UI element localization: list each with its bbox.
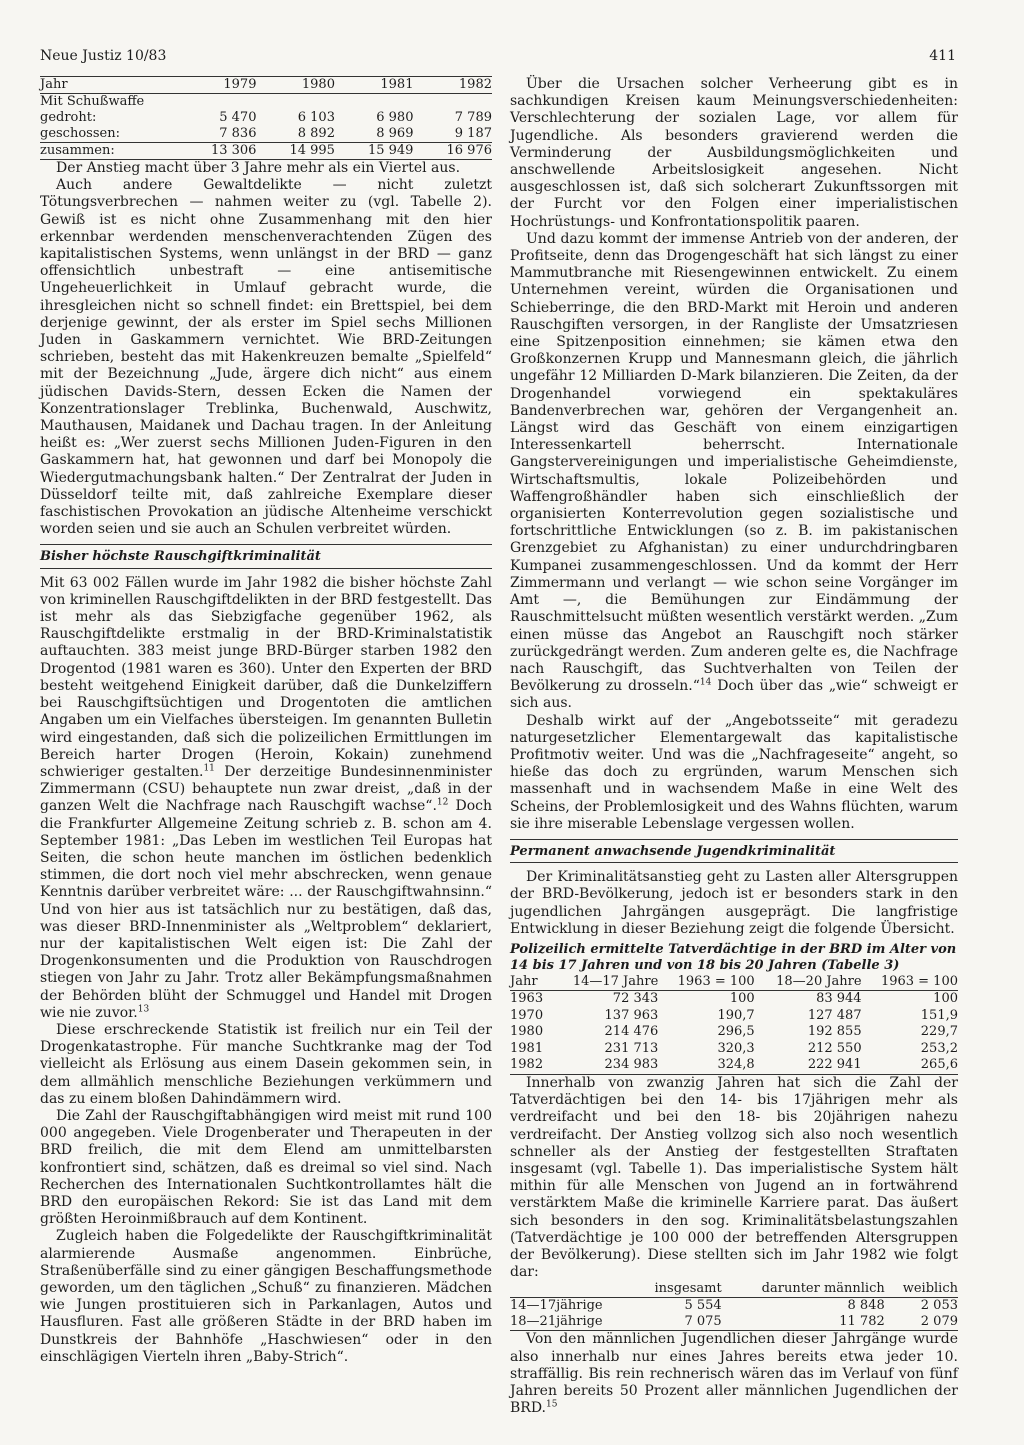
table-row — [510, 991, 958, 1008]
paragraph: Diese erschreckende Statistik ist freilich nur ein Teil der Drogenkatastrophe. Für manche Suchtkranke mag der Tod vielleicht als Erlösung aus einem Dasein gekommen sein, in dem allmählich menschliche Beziehungen verkümmern und das zu einem bloßen Dahindämmern wird. — [40, 1021, 492, 1107]
table-3-header: 18—20 Jahre — [776, 973, 862, 989]
footnote-marker: 11 — [203, 763, 215, 774]
table-total-row — [40, 143, 492, 160]
table-cell: 296,5 — [717, 1024, 755, 1040]
paragraph-text: Doch die Frankfurter Allgemeine Zeitung schrieb z. B. schon am 4. September 1981: „Das Leben im westlichen Teil Europas hat Seiten, die schon heute manchen im östlichen bedenklich stimmen, die dort noch viel mehr abschrecken, wenn genaue Kenntnis darüber verbreitet wäre: ... der Rauschgiftwahnsinn.“ Und von hier aus ist tatsächlich nur zu bestätigen, daß das, was dieser BRD-Innenminister als „Weltproblem“ deklariert, nur der kapitalistischen Welt eigen ist: Die Zahl der Drogenkonsumenten und die Produktion von Rauschdrogen stiegen von Jahr zu Jahr. Trotz aller Bekämpfungsmaßnahmen der Behörden blüht der Schmuggel und Handel mit Drogen wie nie zuvor. — [40, 798, 492, 1021]
table-cell: zusammen: — [40, 143, 115, 158]
table-3-header: 1963 = 100 — [880, 973, 958, 989]
table-cell: 1970 — [510, 1007, 544, 1023]
table-cell: 1981 — [510, 1040, 544, 1056]
table-cell: 8 969 — [376, 126, 414, 141]
table-1-group-label: Mit Schußwaffe — [40, 94, 145, 109]
table-cell: 214 476 — [604, 1024, 659, 1040]
paragraph: Auch andere Gewaltdelikte — nicht zuletzt Tötungsverbrechen — nahmen weiter zu (vgl. Tabelle 2). Gewiß ist es nicht ohne Zusammenhang mit den hier erkennbar werdenden menschenverachtenden Zügen des kapitalistischen Systems, wenn unlängst in der BRD — ganz offensichtlich unbestraft — eine antisemitische Ungeheuerlichkeit in Umlauf gebracht wurde, die ihresgleichen nicht so schnell findet: ein Brettspiel, bei dem derjenige gewinnt, der als erster im Spiel sechs Millionen Juden in Gaskammern vernichtet. Wie BRD-Zeitungen schrieben, besteht das mit Hakenkreuzen bemalte „Spielfeld“ mit der Bezeichnung „Jude, ärgere dich nicht“ aus einem jüdischen Davids-Stern, dessen Ecken die Namen der Konzentrationslager Treblinka, Buchenwald, Auschwitz, Mauthausen, Maidanek und Dachau tragen. In der Anleitung heißt es: „Wer zuerst sechs Millionen Juden-Figuren in den Gaskammern hat, hat gewonnen und darf bei Monopoly die Wiedergutmachungsbank halten.“ Der Zentralrat der Juden in Düsseldorf teilte mit, daß zahlreiche Exemplare dieser faschistischen Provokation an jüdische Altenheime verschickt worden seien und sie auch an Schulen verbreitet würden. — [40, 177, 492, 538]
table-3-header: Jahr — [510, 973, 538, 989]
table-cell: 127 487 — [807, 1007, 862, 1023]
table-cell: 100 — [729, 991, 755, 1007]
table-cell: 11 782 — [839, 1314, 885, 1330]
footnote-marker: 15 — [546, 1399, 558, 1410]
table-row — [40, 110, 492, 126]
table-4-header-row — [510, 1281, 958, 1298]
page-number: 411 — [929, 48, 956, 64]
footnote-marker: 14 — [699, 677, 712, 688]
paragraph-text: Von den männlichen Jugendlichen dieser Jahrgänge wurde also innerhalb nur eines Jahres bereits etwa jeder 10. straffällig. Bis rein rechnerisch wären das im Verlauf von fünf Jahren bereits 50 Prozent aller männlichen Jugendlichen der BRD. — [510, 1331, 958, 1417]
table-3-header-row — [510, 974, 958, 991]
paragraph: Innerhalb von zwanzig Jahren hat sich die Zahl der Tatverdächtigen bei den 14- bis 17jährigen mehr als verdreifacht und bei den 18- bis 20jährigen nahezu verdreifacht. Der Anstieg vollzog sich also noch wesentlich schneller als der Anstieg der festgestellten Straftaten insgesamt (vgl. Tabelle 1). Das imperialistische System hält mithin für alle Menschen von Jugend an in fortwährend verstärktem Maße die kriminelle Karriere parat. Das äußert sich besonders in den sog. Kriminalitätsbelastungszahlen (Tatverdächtige je 100 000 der betreffenden Altersgruppen der Bevölkerung). Diese stellten sich im Jahr 1982 wie folgt dar: — [510, 1074, 958, 1281]
table-cell: 212 550 — [807, 1040, 862, 1056]
table-cell: 222 941 — [807, 1057, 862, 1073]
table-4-header — [510, 1281, 633, 1298]
table-cell: 6 980 — [376, 110, 414, 125]
left-column — [40, 76, 492, 1366]
table-cell: 100 — [933, 991, 958, 1007]
table-cell: 18—21jährige — [510, 1314, 603, 1330]
table-3 — [510, 974, 958, 1075]
paragraph: Zugleich haben die Folgedelikte der Rauschgiftkriminalität alarmierende Ausmaße angenommen. Einbrüche, Straßenüberfälle sind zu einer gängigen Beschaffungsmethode geworden, um den täglichen „Schuß“ zu finanzieren. Mädchen wie Jungen prostituieren sich in Parkanlagen, Autos und Hausfluren. Fast alle größeren Städte in der BRD haben im Dunstkreis der Bahnhöfe „Haschwiesen“ oder in den einschlägigen Vierteln ihren „Baby-Strich“. — [40, 1228, 492, 1365]
table-cell: 9 187 — [454, 126, 492, 141]
paragraph-text: Der derzeitige Bundesinnenminister Zimmermann (CSU) behauptete nun zwar dreist, „daß in der ganzen Welt die Nachfrage nach Rauschgift wachse“. — [40, 763, 492, 815]
paragraph-text: Und dazu kommt der immense Antrieb von der anderen, der Profitseite, denn das Drogengeschäft hat sich längst zu einer Mammutbranche mit Riesengewinnen entwickelt. Zu einem Unternehmen vereint, würden die Organisationen und Schieberringe, die den BRD-Markt mit Heroin und anderen Rauschgiften versorgen, in der Rangliste der Umsatzriesen eine Spitzenposition einnehmen; sie kämen etwa den Großkonzernen Krupp und Mannesmann gleich, die jährlich ungefähr 12 Milliarden D-Mark bilanzieren. Die Zeiten, da der Drogenhandel vorwiegend ein spektakuläres Bandenverbrechen war, gehören der Vergangenheit an. Längst wird das Geschäft von einem einzigartigen Interessenkartell beherrscht. Internationale Gangstervereinigungen und imperialistische Geheimdienste, Wirtschaftsmultis, lokale Polizeibehörden und Waffengroßhändler haben sich einschließlich der organisierten Konterrevolution gegen sozialistische und fortschrittliche Entwicklungen (so z. B. im pakistanischen Grenzgebiet zu Afghanistan) zu einer undurchdringbaren Kumpanei zusammengeschlossen. Und da kommt der Herr Zimmermann und verlangt — wie schon seine Vorgänger im Amt —, die Bemühungen zur Eindämmung der Rauschmittelsucht müßten wesentlich verstärkt werden. „Zum einen müsse das Angebot an Rauschgift noch stärker zurückgedrängt werden. Zum anderen gelte es, die Nachfrage nach Rauschgift, das Suchtverhalten von Teilen der Bevölkerung zu drosseln.“ — [510, 230, 958, 695]
table-cell: 265,6 — [920, 1057, 958, 1073]
table-1-header: 1979 — [223, 77, 257, 92]
page-header — [40, 48, 956, 70]
paragraph — [40, 575, 492, 1022]
section-heading: Bisher höchste Rauschgiftkriminalität — [40, 544, 492, 568]
paragraph: Die Zahl der Rauschgiftabhängigen wird meist mit rund 100 000 angegeben. Viele Drogenberater und Therapeuten in der BRD freilich, die mit dem Elend am unmittelbarsten konfrontiert sind, schätzen, daß es dreimal so viel sind. Nach Recherchen des Internationalen Suchtkontrollamtes hält die BRD den europäischen Rekord: Sie ist das Land mit dem größten Heroinmißbrauch auf dem Kontinent. — [40, 1107, 492, 1228]
table-cell: 16 976 — [446, 143, 492, 158]
table-cell: 324,8 — [717, 1057, 755, 1073]
table-cell: 83 944 — [816, 991, 862, 1007]
paragraph-text: Mit 63 002 Fällen wurde im Jahr 1982 die bisher höchste Zahl von kriminellen Rauschgiftdelikten in der BRD festgestellt. Das ist mehr als das Siebzigfache gegenüber 1962, als Rauschgiftdelikte erstmalig in der BRD-Kriminalstatistik auftauchten. 383 meist junge BRD-Bürger starben 1982 den Drogentod (1981 waren es 360). Unter den Experten der BRD besteht weitgehend Einigkeit darüber, daß die Dunkelziffern bei Rauschgiftsüchtigen und Drogentoten die amtlichen Angaben um ein Vielfaches übersteigen. Im genannten Bulletin wird eingestanden, daß sich die polizeilichen Ermittlungen im Bereich harter Drogen (Heroin, Kokain) zunehmend schwieriger gestalten. — [40, 574, 492, 780]
table-row — [510, 1057, 958, 1074]
table-3-caption: Polizeilich ermittelte Tatverdächtige in der BRD im Alter von 14 bis 17 Jahren und von 18 bis 20 Jahren (Tabelle 3) — [510, 941, 957, 973]
table-cell: 151,9 — [920, 1007, 958, 1023]
table-cell: 231 713 — [604, 1040, 659, 1056]
paragraph — [510, 231, 958, 713]
table-row — [510, 1008, 958, 1025]
table-cell: 1982 — [510, 1057, 544, 1073]
table-cell: 13 306 — [210, 143, 257, 158]
table-cell: 192 855 — [807, 1024, 862, 1040]
paragraph: Der Anstieg macht über 3 Jahre mehr als ein Viertel aus. — [56, 160, 461, 176]
journal-title: Neue Justiz 10/83 — [40, 48, 167, 64]
table-1-header: Jahr — [40, 77, 68, 92]
paragraph: Der Kriminalitätsanstieg geht zu Lasten aller Altersgruppen der BRD-Bevölkerung, jedoch ist er besonders stark in den jugendlichen Jahrgängen ausgeprägt. Die langfristige Entwicklung in dieser Beziehung zeigt die folgende Übersicht. — [510, 869, 958, 937]
table-1-header: 1981 — [380, 77, 414, 92]
table-cell: geschossen: — [40, 126, 120, 141]
paragraph: Deshalb wirkt auf der „Angebotsseite“ mit geradezu naturgesetzlicher Elementargewalt das kapitalistische Profitmotiv weiter. Und was die „Nachfrageseite“ angeht, so hieße das doch zu ergründen, warum Menschen sich massenhaft und in wachsendem Maße in eine Welt des Scheins, der Problemlosigkeit und des Wahns flüchten, warum sie ihre miserable Lebenslage vergessen wollen. — [510, 712, 958, 832]
table-cell: 2 053 — [920, 1298, 958, 1314]
table-row — [510, 1298, 958, 1315]
table-cell: 7 836 — [219, 126, 257, 141]
table-cell: 7 075 — [684, 1314, 722, 1330]
table-1-header: 1982 — [458, 77, 492, 92]
table-cell: 72 343 — [612, 991, 659, 1007]
table-cell: 15 949 — [367, 143, 414, 158]
footnote-marker: 12 — [436, 797, 449, 808]
table-row — [510, 1041, 958, 1058]
table-cell: 320,3 — [717, 1040, 755, 1056]
paragraph-text: Doch über das „wie“ schweigt er sich aus. — [510, 678, 958, 712]
table-1-header: 1980 — [301, 77, 335, 92]
table-cell: 14—17jährige — [510, 1298, 603, 1314]
footnote-marker: 13 — [137, 1004, 150, 1015]
table-row — [40, 126, 492, 143]
table-cell: 8 892 — [297, 126, 335, 141]
table-row — [510, 1314, 958, 1331]
table-cell: 8 848 — [847, 1298, 885, 1314]
table-cell: gedroht: — [40, 110, 97, 125]
table-cell: 1963 — [510, 991, 544, 1007]
paragraph: Über die Ursachen solcher Verheerung gibt es in sachkundigen Kreisen kaum Meinungsverschiedenheiten: Verschlechterung der sozialen Lage, vor allem für Jugendliche. Als besonders gravierend werden die Verminderung der Ausbildungsmöglichkeiten und anschwellende Arbeitslosigkeit angesehen. Nicht ausgeschlossen ist, daß sich solcherart Zukunftssorgen mit der Furcht vor den Folgen einer imperialistischen Hochrüstungs- und Konfrontationspolitik paaren. — [510, 76, 958, 230]
table-cell: 229,7 — [920, 1024, 958, 1040]
table-4-header: darunter männlich — [761, 1281, 885, 1297]
table-cell: 190,7 — [717, 1007, 755, 1023]
table-cell: 253,2 — [920, 1040, 958, 1056]
table-cell: 1980 — [510, 1024, 544, 1040]
table-cell: 234 983 — [604, 1057, 659, 1073]
table-cell: 7 789 — [454, 110, 492, 125]
table-4-header: weiblich — [902, 1281, 958, 1297]
table-cell: 6 103 — [297, 110, 335, 125]
table-cell: 137 963 — [604, 1007, 659, 1023]
right-column — [510, 76, 958, 1417]
table-1-header-row — [40, 77, 492, 94]
table-3-header: 14—17 Jahre — [572, 973, 659, 989]
table-cell: 5 554 — [684, 1298, 722, 1314]
paragraph — [510, 1331, 958, 1417]
table-row — [510, 1024, 958, 1041]
table-cell: 14 995 — [289, 143, 335, 158]
section-heading: Permanent anwachsende Jugendkriminalität — [510, 839, 958, 863]
table-1 — [40, 76, 492, 160]
table-4-header: insgesamt — [654, 1281, 722, 1297]
table-cell: 2 079 — [920, 1314, 958, 1330]
table-cell: 5 470 — [219, 110, 257, 125]
table-3-header: 1963 = 100 — [677, 973, 755, 989]
table-4 — [510, 1281, 958, 1331]
